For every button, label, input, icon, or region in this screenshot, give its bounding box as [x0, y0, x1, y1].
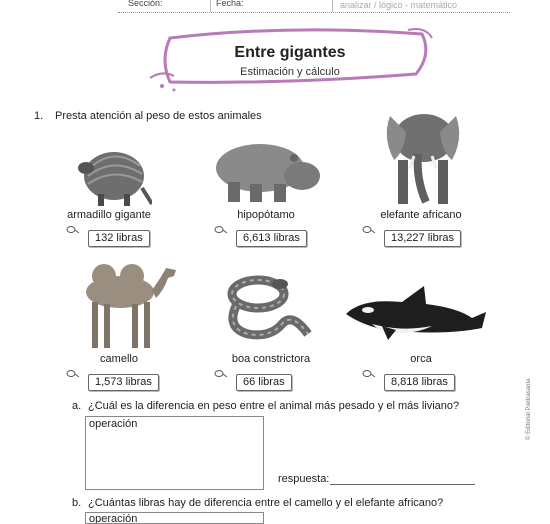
tag-string-icon	[66, 369, 79, 378]
header-separator	[332, 0, 333, 12]
sub-question-letter: a.	[72, 400, 82, 412]
header-dotted-line	[118, 12, 510, 13]
operation-box[interactable]	[85, 512, 264, 524]
header-separator	[210, 0, 211, 12]
question-text: Presta atención al peso de estos animales	[55, 110, 262, 122]
question-number: 1.	[34, 110, 44, 122]
sub-question-text: ¿Cuál es la diferencia en peso entre el animal más pesado y el más liviano?	[88, 400, 460, 412]
weight-tag: 1,573 libras	[88, 374, 159, 391]
sub-question-text: ¿Cuántas libras hay de diferencia entre el camello y el elefante africano?	[88, 497, 444, 509]
animal-name: hipopótamo	[237, 209, 295, 221]
elephant-photo	[380, 108, 464, 208]
hippo-photo	[210, 138, 322, 208]
tag-string-icon	[362, 369, 375, 378]
tag-string-icon	[214, 225, 227, 234]
weight-tag: 6,613 libras	[236, 230, 307, 247]
skill-text: analizar / lógico - matemático	[340, 0, 458, 10]
weight-tag: 132 libras	[88, 230, 150, 247]
answer-label: respuesta:	[278, 473, 330, 485]
publisher-credit: © Editorial Piedrasanta	[526, 378, 532, 440]
animal-name: orca	[410, 353, 432, 365]
page-subtitle: Estimación y cálculo	[240, 66, 340, 78]
answer-line[interactable]	[330, 484, 475, 485]
animal-name: boa constrictora	[231, 353, 311, 365]
animal-name: armadillo gigante	[67, 209, 151, 221]
sub-question-letter: b.	[72, 497, 82, 509]
page-title: Entre gigantes	[234, 44, 346, 61]
armadillo-photo	[70, 138, 152, 208]
tag-string-icon	[66, 225, 79, 234]
boa-photo	[222, 272, 312, 350]
animal-name: elefante africano	[380, 209, 462, 221]
weight-tag: 13,227 libras	[384, 230, 461, 247]
camel-photo	[70, 256, 180, 352]
date-label: Fecha:	[216, 0, 244, 8]
operation-box[interactable]	[85, 416, 264, 490]
operation-label: operación	[89, 513, 138, 524]
operation-label: operación	[89, 418, 138, 430]
animal-name: camello	[100, 353, 138, 365]
tag-string-icon	[362, 225, 375, 234]
section-label: Sección:	[128, 0, 163, 8]
tag-string-icon	[214, 369, 227, 378]
weight-tag: 66 libras	[236, 374, 292, 391]
weight-tag: 8,818 libras	[384, 374, 455, 391]
orca-photo	[342, 284, 488, 342]
